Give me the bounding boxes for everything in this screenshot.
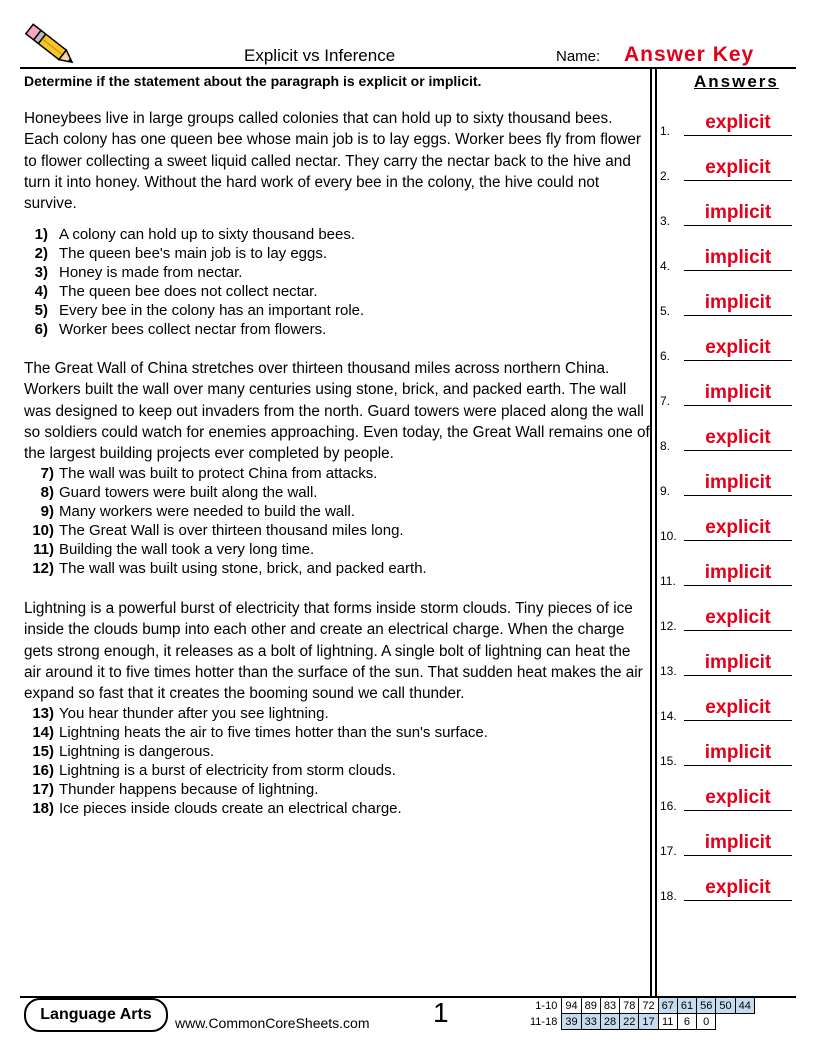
answer-key-label: Answer Key bbox=[624, 43, 755, 66]
answer-number: 2. bbox=[660, 169, 671, 183]
score-cell: 72 bbox=[639, 998, 658, 1014]
page-number: 1 bbox=[433, 997, 449, 1028]
answer-text: implicit bbox=[704, 247, 772, 268]
question-text: Lightning heats the air to five times hotter than the sun's surface. bbox=[59, 724, 488, 741]
question-number: 4) bbox=[34, 283, 48, 300]
answer-number: 14. bbox=[660, 709, 677, 723]
answer-row bbox=[660, 204, 794, 228]
answer-number: 5. bbox=[660, 304, 671, 318]
subject-badge: Language Arts bbox=[24, 998, 168, 1032]
question-text: The Great Wall is over thirteen thousand miles long. bbox=[59, 522, 404, 539]
answer-text: implicit bbox=[704, 292, 772, 313]
question-item bbox=[24, 723, 644, 742]
question-text: You hear thunder after you see lightning. bbox=[59, 705, 329, 722]
question-number: 5) bbox=[34, 302, 48, 319]
answer-row bbox=[660, 699, 794, 723]
answer-number: 18. bbox=[660, 889, 677, 903]
column-divider-inner bbox=[655, 67, 657, 997]
answer-text: explicit bbox=[705, 517, 771, 538]
question-number: 11) bbox=[33, 541, 54, 558]
question-number: 9) bbox=[40, 503, 54, 520]
answer-row bbox=[660, 654, 794, 678]
answer-line bbox=[684, 180, 792, 181]
answer-text: explicit bbox=[705, 427, 771, 448]
question-item bbox=[24, 540, 644, 559]
question-item bbox=[24, 780, 644, 799]
answer-line bbox=[684, 495, 792, 496]
score-cell: 56 bbox=[697, 998, 716, 1014]
answer-text: implicit bbox=[704, 202, 772, 223]
answer-row bbox=[660, 249, 794, 273]
score-cell: 50 bbox=[716, 998, 735, 1014]
answer-row bbox=[660, 789, 794, 813]
question-number: 13) bbox=[32, 705, 54, 722]
question-item bbox=[24, 761, 644, 780]
question-item bbox=[24, 464, 644, 483]
answer-row bbox=[660, 474, 794, 498]
answer-line bbox=[684, 225, 792, 226]
score-cell: 17 bbox=[639, 1014, 658, 1030]
answer-text: implicit bbox=[704, 832, 772, 853]
score-cell: 28 bbox=[600, 1014, 619, 1030]
score-cell: 44 bbox=[735, 998, 754, 1014]
answer-number: 16. bbox=[660, 799, 677, 813]
score-cell: 89 bbox=[581, 998, 600, 1014]
question-text: A colony can hold up to sixty thousand bees. bbox=[59, 226, 356, 243]
question-text: Worker bees collect nectar from flowers. bbox=[59, 321, 327, 338]
question-text: The wall was built using stone, brick, and packed earth. bbox=[59, 560, 427, 577]
question-item bbox=[24, 244, 644, 263]
answer-row bbox=[660, 519, 794, 543]
answer-number: 7. bbox=[660, 394, 671, 408]
question-text: Thunder happens because of lightning. bbox=[59, 781, 319, 798]
answer-row bbox=[660, 564, 794, 588]
question-text: Many workers were needed to build the wall. bbox=[59, 503, 355, 520]
score-cell: 6 bbox=[677, 1014, 696, 1030]
answer-number: 3. bbox=[660, 214, 671, 228]
question-item bbox=[24, 704, 644, 723]
score-cell: 61 bbox=[677, 998, 696, 1014]
question-item bbox=[24, 282, 644, 301]
answers-heading: Answers bbox=[694, 72, 779, 91]
answer-text: explicit bbox=[705, 607, 771, 628]
question-text: Every bee in the colony has an important role. bbox=[59, 302, 365, 319]
passage-lightning: Lightning is a powerful burst of electricity that forms inside storm clouds. Tiny pieces of ice inside the clouds bump into each other and create an electrical charge. When the charge gets strong enough, it releases as a bolt of lightning. A single bolt of lightning can heat the air around it to five times hotter than the surface of the sun. That sudden heat makes the air expand so fast that it creates the booming sound we call thunder. bbox=[24, 600, 643, 703]
answer-line bbox=[684, 270, 792, 271]
question-item bbox=[24, 483, 644, 502]
answer-number: 8. bbox=[660, 439, 671, 453]
question-number: 1) bbox=[34, 226, 48, 243]
answer-number: 10. bbox=[660, 529, 677, 543]
score-cell: 94 bbox=[562, 998, 581, 1014]
answer-line bbox=[684, 855, 792, 856]
question-number: 8) bbox=[40, 484, 54, 501]
answer-line bbox=[684, 405, 792, 406]
answer-row bbox=[660, 429, 794, 453]
question-number: 18) bbox=[32, 800, 54, 817]
answer-line bbox=[684, 450, 792, 451]
question-item bbox=[24, 559, 644, 578]
answer-text: explicit bbox=[705, 112, 771, 133]
question-item bbox=[24, 263, 644, 282]
column-divider bbox=[650, 67, 652, 997]
answer-row bbox=[660, 114, 794, 138]
answer-line bbox=[684, 360, 792, 361]
answer-text: implicit bbox=[704, 652, 772, 673]
question-number: 10) bbox=[32, 522, 54, 539]
answer-row bbox=[660, 834, 794, 858]
score-row bbox=[527, 998, 754, 1014]
passage-great-wall: The Great Wall of China stretches over thirteen thousand miles across northern China. Workers built the wall over many centuries using stone, brick, and packed earth. The wall was designed to keep out invaders from the north. Guard towers were placed along the wall so soldiers could watch for enemies approaching. Even today, the Great Wall remains one of the largest building projects ever completed by people. bbox=[24, 360, 650, 463]
header-rule bbox=[20, 67, 796, 69]
question-number: 16) bbox=[32, 762, 54, 779]
score-cell: 33 bbox=[581, 1014, 600, 1030]
question-list-bees bbox=[24, 225, 644, 339]
answer-row bbox=[660, 879, 794, 903]
question-number: 3) bbox=[34, 264, 48, 281]
question-item bbox=[24, 742, 644, 761]
question-text: The queen bee's main job is to lay eggs. bbox=[59, 245, 328, 262]
answer-number: 15. bbox=[660, 754, 677, 768]
answer-text: implicit bbox=[704, 742, 772, 763]
question-text: Ice pieces inside clouds create an electrical charge. bbox=[59, 800, 402, 817]
answer-text: explicit bbox=[705, 787, 771, 808]
answer-row bbox=[660, 339, 794, 363]
question-list-great-wall bbox=[24, 464, 644, 578]
answer-number: 11. bbox=[660, 574, 676, 588]
answer-number: 4. bbox=[660, 259, 671, 273]
score-cell: 78 bbox=[620, 998, 639, 1014]
score-row bbox=[527, 1014, 754, 1030]
score-cell: 22 bbox=[620, 1014, 639, 1030]
instructions: Determine if the statement about the paragraph is explicit or implicit. bbox=[24, 73, 482, 89]
question-text: Lightning is dangerous. bbox=[59, 743, 215, 760]
answer-number: 13. bbox=[660, 664, 677, 678]
score-cell: 83 bbox=[600, 998, 619, 1014]
answer-number: 17. bbox=[660, 844, 677, 858]
score-cell: 0 bbox=[697, 1014, 716, 1030]
score-cell: 11 bbox=[658, 1014, 677, 1030]
question-text: The queen bee does not collect nectar. bbox=[59, 283, 318, 300]
score-cell: 39 bbox=[562, 1014, 581, 1030]
answer-line bbox=[684, 900, 792, 901]
question-number: 17) bbox=[32, 781, 54, 798]
answer-row bbox=[660, 159, 794, 183]
question-item bbox=[24, 225, 644, 244]
website-url[interactable]: www.CommonCoreSheets.com bbox=[175, 1015, 370, 1031]
answer-line bbox=[684, 810, 792, 811]
question-number: 6) bbox=[34, 321, 48, 338]
answer-line bbox=[684, 585, 792, 586]
answer-text: implicit bbox=[704, 562, 772, 583]
answer-number: 9. bbox=[660, 484, 671, 498]
answer-line bbox=[684, 720, 792, 721]
answer-line bbox=[684, 675, 792, 676]
score-cell: 67 bbox=[658, 998, 677, 1014]
question-item bbox=[24, 301, 644, 320]
answer-number: 6. bbox=[660, 349, 671, 363]
score-table bbox=[527, 997, 755, 1030]
answer-text: explicit bbox=[705, 157, 771, 178]
answer-row bbox=[660, 744, 794, 768]
answer-text: implicit bbox=[704, 382, 772, 403]
score-row-label: 1-10 bbox=[535, 999, 558, 1012]
answer-number: 12. bbox=[660, 619, 677, 633]
question-text: Guard towers were built along the wall. bbox=[59, 484, 318, 501]
answer-line bbox=[684, 315, 792, 316]
answer-text: explicit bbox=[705, 697, 771, 718]
answer-line bbox=[684, 630, 792, 631]
question-text: The wall was built to protect China from attacks. bbox=[59, 465, 378, 482]
question-number: 14) bbox=[32, 724, 54, 741]
answer-line bbox=[684, 765, 792, 766]
question-number: 2) bbox=[34, 245, 48, 262]
question-item bbox=[24, 320, 644, 339]
question-item bbox=[24, 502, 644, 521]
answer-row bbox=[660, 609, 794, 633]
pencil-icon bbox=[20, 20, 80, 70]
answer-number: 1. bbox=[660, 124, 671, 138]
answer-row bbox=[660, 294, 794, 318]
answer-text: explicit bbox=[705, 337, 771, 358]
question-number: 12) bbox=[32, 560, 54, 577]
question-item bbox=[24, 521, 644, 540]
answer-text: implicit bbox=[704, 472, 772, 493]
name-label: Name: bbox=[556, 48, 601, 65]
question-text: Honey is made from nectar. bbox=[59, 264, 243, 281]
score-row-label: 11-18 bbox=[530, 1015, 558, 1028]
worksheet-title: Explicit vs Inference bbox=[244, 46, 396, 65]
answer-line bbox=[684, 540, 792, 541]
answer-row bbox=[660, 384, 794, 408]
question-text: Building the wall took a very long time. bbox=[59, 541, 315, 558]
question-item bbox=[24, 799, 644, 818]
answer-text: explicit bbox=[705, 877, 771, 898]
question-text: Lightning is a burst of electricity from storm clouds. bbox=[59, 762, 396, 779]
question-number: 15) bbox=[32, 743, 54, 760]
passage-bees: Honeybees live in large groups called colonies that can hold up to sixty thousand bees. Each colony has one queen bee whose main job is to lay eggs. Worker bees fly from flower to flower collecting a sweet liquid called nectar. They carry the nectar back to the hive and turn it into honey. Without the hard work of every bee in the colony, the hive could not survive. bbox=[24, 110, 642, 213]
answer-line bbox=[684, 135, 792, 136]
question-number: 7) bbox=[40, 465, 54, 482]
question-list-lightning bbox=[24, 704, 644, 818]
